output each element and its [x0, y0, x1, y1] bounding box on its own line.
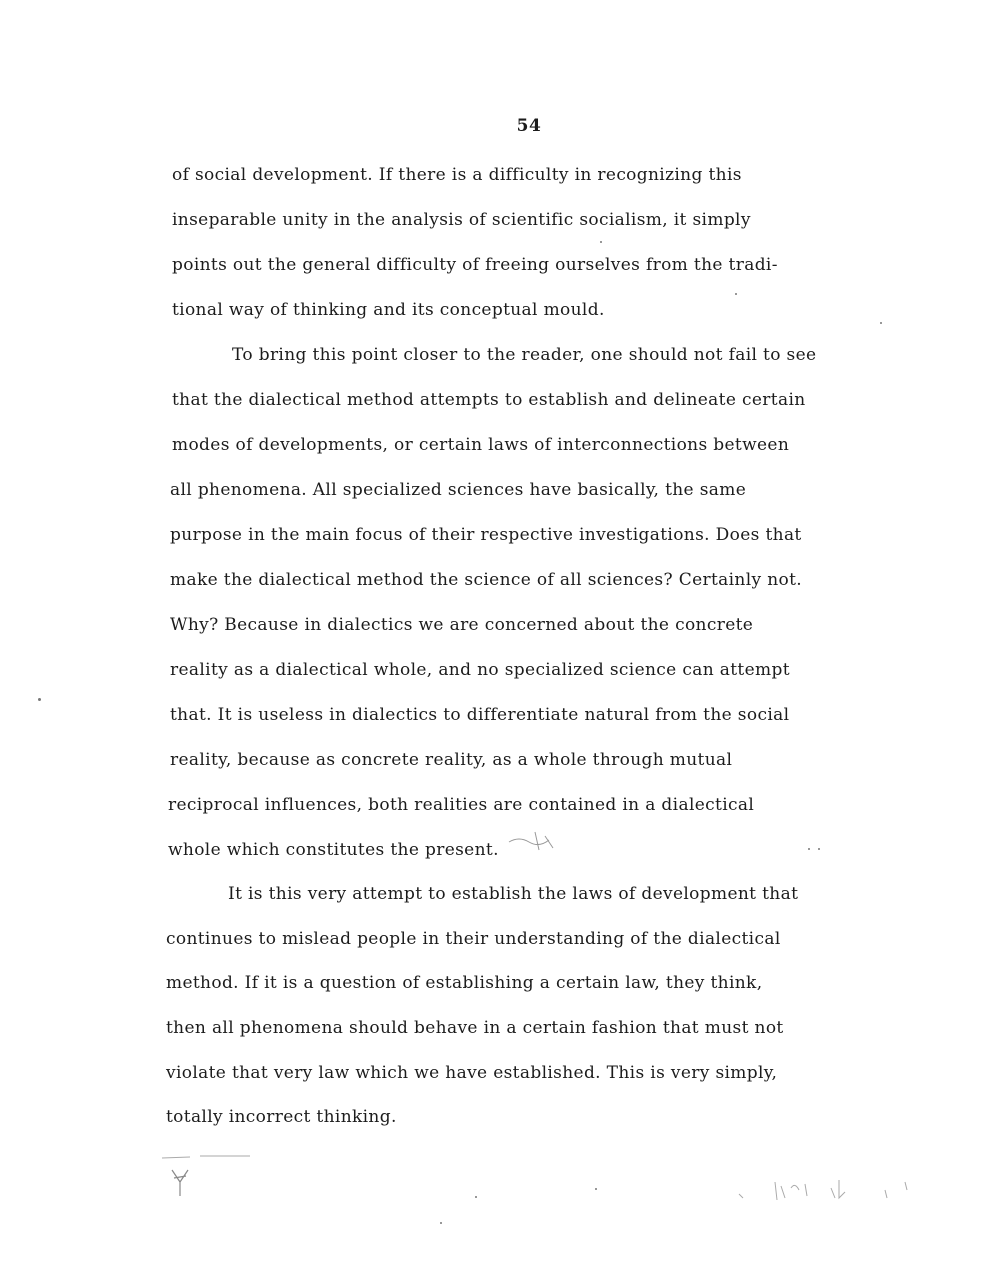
- scan-speck: [595, 1188, 597, 1190]
- scan-mark: [160, 1152, 260, 1202]
- text-line: that. It is useless in dialectics to differentiate natural from the social: [170, 705, 790, 725]
- text-line: of social development. If there is a difficulty in recognizing this: [172, 165, 742, 185]
- text-line: purpose in the main focus of their respective investigations. Does that: [170, 525, 802, 545]
- text-line: It is this very attempt to establish the laws of development that: [228, 884, 799, 904]
- scan-speck: [735, 293, 737, 295]
- text-line: totally incorrect thinking.: [166, 1107, 397, 1127]
- scan-mark: [735, 1168, 915, 1208]
- text-line: violate that very law which we have established. This is very simply,: [166, 1063, 778, 1083]
- scan-mark: [505, 828, 565, 856]
- scan-speck: [440, 1222, 442, 1224]
- text-line: To bring this point closer to the reader, one should not fail to see: [232, 345, 817, 365]
- text-line: whole which constitutes the present.: [168, 840, 499, 860]
- text-line: Why? Because in dialectics we are concerned about the concrete: [170, 615, 754, 635]
- scan-speck: [38, 698, 41, 701]
- scan-speck: [880, 322, 882, 324]
- text-line: all phenomena. All specialized sciences have basically, the same: [170, 480, 747, 500]
- text-line: make the dialectical method the science of all sciences? Certainly not.: [170, 570, 803, 590]
- scan-speck: [475, 1196, 477, 1198]
- text-line: tional way of thinking and its conceptual mould.: [172, 300, 605, 320]
- scan-speck: [808, 848, 810, 850]
- text-line: method. If it is a question of establishing a certain law, they think,: [166, 973, 763, 993]
- text-line: that the dialectical method attempts to establish and delineate certain: [172, 390, 806, 410]
- text-line: points out the general difficulty of freeing ourselves from the tradi-: [172, 255, 778, 275]
- text-line: inseparable unity in the analysis of scientific socialism, it simply: [172, 210, 751, 230]
- text-line: reality, because as concrete reality, as a whole through mutual: [170, 750, 733, 770]
- text-line: modes of developments, or certain laws of interconnections between: [172, 435, 790, 455]
- scan-speck: [600, 241, 602, 243]
- text-line: then all phenomena should behave in a certain fashion that must not: [166, 1018, 784, 1038]
- text-line: reality as a dialectical whole, and no specialized science can attempt: [170, 660, 790, 680]
- text-line: continues to mislead people in their understanding of the dialectical: [166, 929, 781, 949]
- text-line: reciprocal influences, both realities are contained in a dialectical: [168, 795, 755, 815]
- scan-speck: [818, 848, 820, 850]
- page-number: 54: [516, 116, 542, 136]
